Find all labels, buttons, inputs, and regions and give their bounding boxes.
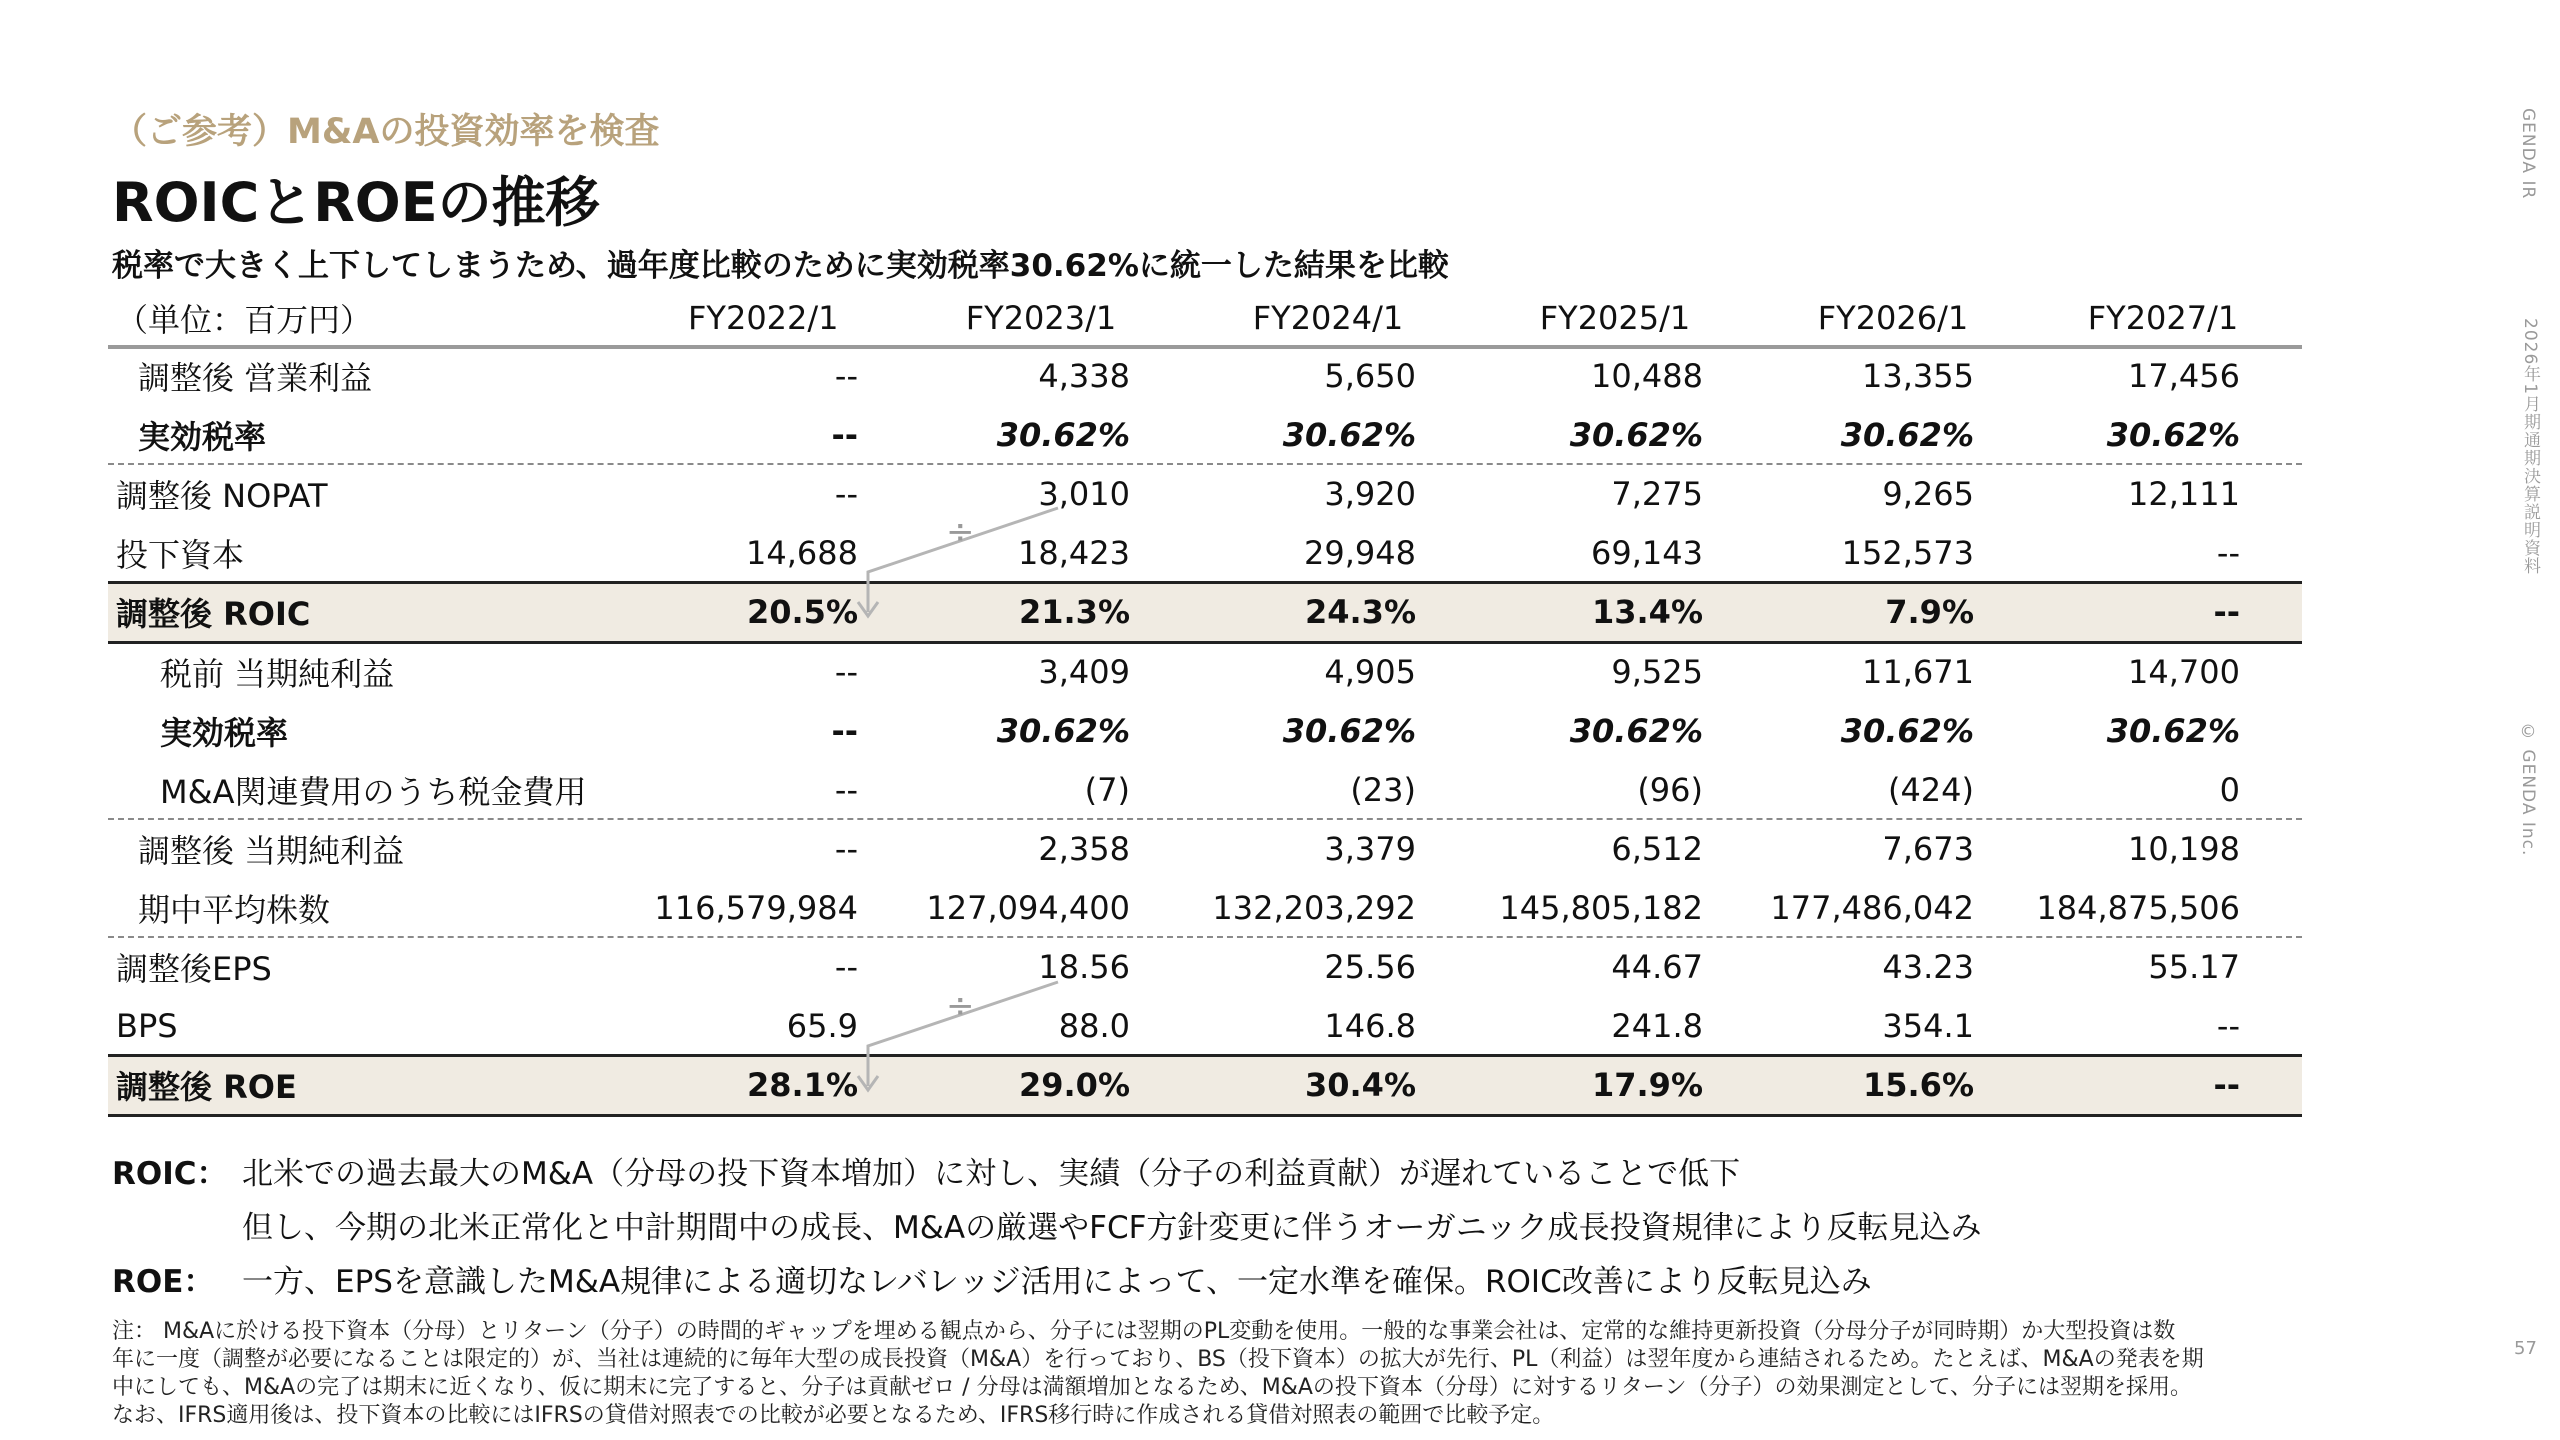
footnote-line: 中にしても、M&Aの完了は期末に近くなり、仮に期末に完了すると、分子は貢献ゼロ / 分母は満額増加となるため、M&Aの投下資本（分母）に対するリターン（分子）の効果測定として、分子には翌期を採用。 (112, 1375, 2193, 1400)
table-cell: -- (834, 829, 858, 868)
table-cell: 43.23 (1882, 947, 1974, 986)
table-cell: 24.3% (1304, 593, 1416, 631)
table-cell: 184,875,506 (2036, 888, 2240, 927)
column-header: FY2024/1 (1252, 299, 1404, 337)
table-cell: 65.9 (786, 1006, 858, 1045)
table-cell: -- (831, 711, 858, 750)
table-cell: 177,486,042 (1770, 888, 1974, 927)
division-arrows (108, 290, 2302, 1120)
table-cell: 4,905 (1324, 652, 1416, 691)
table-cell: 18.56 (1038, 947, 1130, 986)
table-cell: 152,573 (1841, 533, 1974, 572)
table-cell: 145,805,182 (1499, 888, 1703, 927)
table-cell: 3,920 (1324, 474, 1416, 513)
table-cell: 55.17 (2148, 947, 2240, 986)
table-cell: 3,010 (1038, 474, 1130, 513)
table-cell: 20.5% (746, 593, 858, 631)
table-cell: 354.1 (1882, 1006, 1974, 1045)
table-cell: 30.62% (1282, 711, 1416, 750)
table-cell: 7,275 (1611, 474, 1703, 513)
table-cell: 14,700 (2128, 652, 2240, 691)
table-cell: 30.62% (996, 415, 1130, 454)
table-cell: -- (834, 356, 858, 395)
table-cell: 88.0 (1058, 1006, 1130, 1045)
row-label: 実効税率 (160, 713, 289, 752)
table-cell: 44.67 (1611, 947, 1703, 986)
column-header: FY2022/1 (688, 299, 839, 337)
row-label: 税前 当期純利益 (160, 654, 395, 693)
table-cell: -- (2216, 1006, 2240, 1045)
table-cell: 29.0% (1018, 1066, 1130, 1104)
footnote-line: なお、IFRS適用後は、投下資本の比較にはIFRSの貸借対照表での比較が必要となるため、IFRS移行時に作成される貸借対照表の範囲で比較予定。 (112, 1403, 1555, 1428)
table-cell: 146.8 (1324, 1006, 1416, 1045)
roic-note-line: 但し、今期の北米正常化と中計期間中の成長、M&Aの厳選やFCF方針変更に伴うオーガニック成長投資規律により反転見込み (242, 1210, 1982, 1246)
table-cell: 13.4% (1591, 593, 1703, 631)
table-cell: 10,198 (2128, 829, 2240, 868)
table-cell: -- (834, 652, 858, 691)
column-header: FY2025/1 (1539, 299, 1691, 337)
table-cell: 4,338 (1038, 356, 1130, 395)
table-cell: -- (831, 415, 858, 454)
row-label: 調整後 ROIC (116, 595, 311, 633)
table-cell: 30.62% (2106, 711, 2240, 750)
table-cell: -- (2213, 1066, 2240, 1104)
row-label: 調整後 NOPAT (116, 476, 328, 515)
row-label: 調整後 ROE (116, 1068, 297, 1106)
table-cell: 241.8 (1611, 1006, 1703, 1045)
table-cell: 7,673 (1882, 829, 1974, 868)
table-cell: 30.62% (1569, 711, 1703, 750)
page-title: ROICとROEの推移 (112, 171, 600, 234)
table-cell: 30.62% (1840, 415, 1974, 454)
footnote (112, 1318, 2312, 1430)
table-cell: 15.6% (1862, 1066, 1974, 1104)
table-cell: 5,650 (1324, 356, 1416, 395)
table-cell: 9,525 (1611, 652, 1703, 691)
table-cell: 30.62% (1569, 415, 1703, 454)
divide-symbol: ÷ (946, 986, 975, 1026)
table-cell: 69,143 (1591, 533, 1703, 572)
table-cell: 17.9% (1591, 1066, 1703, 1104)
unit-label: （単位：百万円） (116, 301, 373, 339)
row-label: 調整後 営業利益 (138, 358, 373, 397)
table-cell: 18,423 (1018, 533, 1130, 572)
roic-note-tag: ROIC： (112, 1156, 228, 1192)
row-label: 実効税率 (138, 417, 267, 456)
footnote-line: 年に一度（調整が必要になることは限定的）が、当社は連続的に毎年大型の成長投資（M&A）を行っており、BS（投下資本）の拡大が先行、PL（利益）は翌年度から連結されるため。たとえば、M&Aの発表を期 (112, 1347, 2204, 1372)
table-cell: 21.3% (1018, 593, 1130, 631)
table-cell: 11,671 (1862, 652, 1974, 691)
table-cell: 14,688 (746, 533, 858, 572)
table-cell: (96) (1637, 770, 1703, 809)
section-kicker: （ご参考）M&Aの投資効率を検査 (112, 112, 660, 152)
table-cell: 3,379 (1324, 829, 1416, 868)
row-label: M&A関連費用のうち税金費用 (160, 772, 587, 811)
roic-note-line: 北米での過去最大のM&A（分母の投下資本増加）に対し、実績（分子の利益貢献）が遅れていることで低下 (242, 1156, 1741, 1192)
table-cell: (424) (1887, 770, 1974, 809)
row-label: 投下資本 (116, 535, 245, 574)
table-cell: 10,488 (1591, 356, 1703, 395)
table-cell: 132,203,292 (1212, 888, 1416, 927)
table-cell: 3,409 (1038, 652, 1130, 691)
table-cell: 30.4% (1304, 1066, 1416, 1104)
table-cell: 127,094,400 (926, 888, 1130, 927)
row-label: 調整後 当期純利益 (138, 831, 405, 870)
column-header: FY2027/1 (2087, 299, 2239, 337)
table-cell: 30.62% (1840, 711, 1974, 750)
table-cell: 30.62% (1282, 415, 1416, 454)
table-cell: 29,948 (1304, 533, 1416, 572)
table-cell: 25.56 (1324, 947, 1416, 986)
side-copyright: © GENDA Inc. (2518, 722, 2538, 857)
table-cell: 13,355 (1862, 356, 1974, 395)
table-cell: 30.62% (2106, 415, 2240, 454)
row-label: 調整後EPS (116, 949, 272, 988)
table-cell: 17,456 (2128, 356, 2240, 395)
row-label: 期中平均株数 (138, 890, 331, 929)
table-cell: 0 (2219, 770, 2240, 809)
roic-roe-table (108, 290, 2302, 1115)
roe-note-tag: ROE： (112, 1264, 215, 1300)
table-cell: -- (834, 474, 858, 513)
page-subtitle: 税率で大きく上下してしまうため、過年度比較のために実効税率30.62%に統一した結果を比較 (112, 248, 1449, 284)
column-header: FY2026/1 (1817, 299, 1969, 337)
table-cell: 2,358 (1038, 829, 1130, 868)
table-cell: 7.9% (1885, 593, 1974, 631)
divide-symbol: ÷ (946, 512, 975, 552)
row-label: BPS (116, 1006, 178, 1045)
table-cell: -- (834, 770, 858, 809)
table-cell: -- (2213, 593, 2240, 631)
roe-note-line: 一方、EPSを意識したM&A規律による適切なレバレッジ活用によって、一定水準を確保。ROIC改善により反転見込み (242, 1264, 1872, 1300)
table-cell: -- (2216, 533, 2240, 572)
table-cell: 30.62% (996, 711, 1130, 750)
table-cell: -- (834, 947, 858, 986)
table-cell: 9,265 (1882, 474, 1974, 513)
side-brand-label: GENDA IR (2518, 108, 2538, 200)
side-document-label: 2026年1月期通期決算説明資料 (2520, 318, 2540, 576)
table-cell: (7) (1084, 770, 1130, 809)
table-cell: 6,512 (1611, 829, 1703, 868)
table-cell: 12,111 (2128, 474, 2240, 513)
table-cell: (23) (1350, 770, 1416, 809)
table-cell: 116,579,984 (654, 888, 858, 927)
page-number: 57 (2514, 1338, 2537, 1359)
table-cell: 28.1% (746, 1066, 858, 1104)
footnote-line: 注： M&Aに於ける投下資本（分母）とリターン（分子）の時間的ギャップを埋める観点から、分子には翌期のPL変動を使用。一般的な事業会社は、定常的な維持更新投資（分母分子が同時期）か大型投資は数 (112, 1319, 2176, 1344)
column-header: FY2023/1 (965, 299, 1117, 337)
